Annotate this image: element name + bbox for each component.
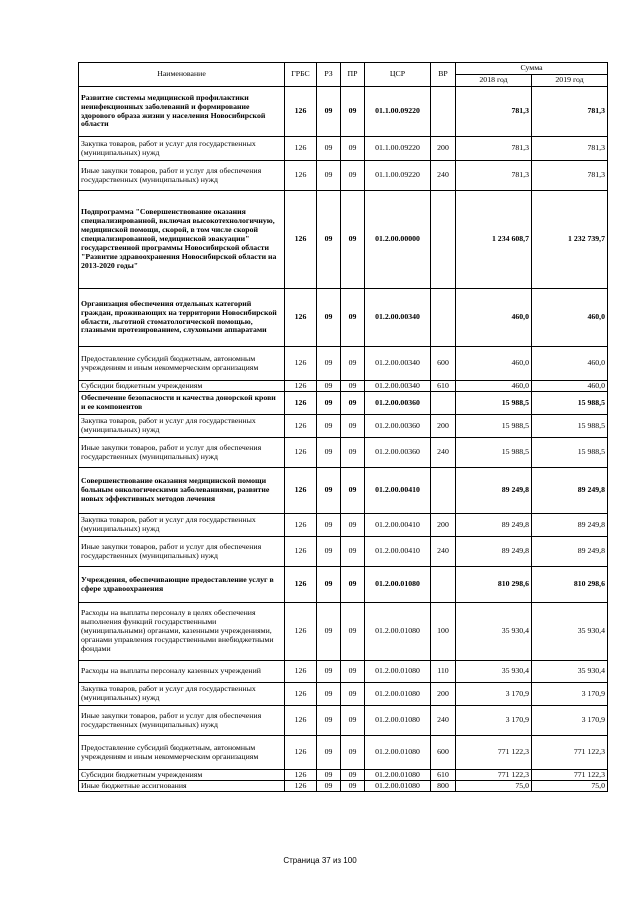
cell-pr: 09 (341, 347, 365, 381)
cell-sum-2019: 89 249,8 (532, 468, 608, 514)
table-row (79, 347, 608, 381)
cell-sum-2018: 781,3 (456, 161, 532, 191)
header-pr: ПР (341, 63, 365, 87)
table-row (79, 381, 608, 392)
cell-csr: 01.2.00.01080 (365, 603, 431, 661)
cell-sum-2019: 89 249,8 (532, 514, 608, 537)
cell-name: Предоставление субсидий бюджетным, автономным учреждениям и иным некоммерческим организациям (79, 736, 285, 770)
cell-vr: 200 (431, 514, 456, 537)
cell-pr: 09 (341, 661, 365, 683)
cell-pr: 09 (341, 781, 365, 792)
cell-sum-2018: 771 122,3 (456, 736, 532, 770)
cell-grbs: 126 (285, 289, 317, 347)
cell-sum-2019: 89 249,8 (532, 537, 608, 567)
cell-vr (431, 87, 456, 137)
cell-grbs: 126 (285, 87, 317, 137)
cell-grbs: 126 (285, 770, 317, 781)
cell-rz: 09 (317, 567, 341, 603)
cell-csr: 01.2.00.00410 (365, 468, 431, 514)
cell-sum-2019: 3 170,9 (532, 706, 608, 736)
table-row (79, 770, 608, 781)
cell-csr: 01.1.00.09220 (365, 87, 431, 137)
cell-sum-2018: 3 170,9 (456, 706, 532, 736)
cell-rz: 09 (317, 537, 341, 567)
cell-pr: 09 (341, 514, 365, 537)
cell-csr: 01.2.00.01080 (365, 661, 431, 683)
table-row (79, 683, 608, 706)
table-row (79, 603, 608, 661)
cell-grbs: 126 (285, 392, 317, 415)
cell-vr (431, 191, 456, 289)
cell-csr: 01.2.00.00360 (365, 438, 431, 468)
table-row (79, 289, 608, 347)
cell-grbs: 126 (285, 736, 317, 770)
cell-rz: 09 (317, 736, 341, 770)
cell-grbs: 126 (285, 415, 317, 438)
cell-vr (431, 289, 456, 347)
cell-vr (431, 392, 456, 415)
header-row-top (79, 63, 608, 75)
cell-sum-2019: 781,3 (532, 161, 608, 191)
cell-name: Субсидии бюджетным учреждениям (79, 381, 285, 392)
cell-sum-2018: 1 234 608,7 (456, 191, 532, 289)
cell-rz: 09 (317, 347, 341, 381)
cell-sum-2019: 3 170,9 (532, 683, 608, 706)
header-rz: РЗ (317, 63, 341, 87)
cell-rz: 09 (317, 87, 341, 137)
cell-rz: 09 (317, 706, 341, 736)
cell-grbs: 126 (285, 438, 317, 468)
cell-pr: 09 (341, 603, 365, 661)
cell-sum-2018: 15 988,5 (456, 415, 532, 438)
table-row (79, 438, 608, 468)
table-row (79, 161, 608, 191)
cell-grbs: 126 (285, 137, 317, 161)
cell-pr: 09 (341, 137, 365, 161)
cell-csr: 01.2.00.00360 (365, 392, 431, 415)
header-grbs: ГРБС (285, 63, 317, 87)
cell-rz: 09 (317, 468, 341, 514)
table-row (79, 661, 608, 683)
cell-name: Предоставление субсидий бюджетным, автономным учреждениям и иным некоммерческим организациям (79, 347, 285, 381)
cell-vr: 100 (431, 603, 456, 661)
cell-pr: 09 (341, 289, 365, 347)
cell-sum-2019: 15 988,5 (532, 415, 608, 438)
cell-name: Закупка товаров, работ и услуг для государственных (муниципальных) нужд (79, 514, 285, 537)
cell-grbs: 126 (285, 661, 317, 683)
cell-sum-2018: 35 930,4 (456, 603, 532, 661)
cell-sum-2019: 15 988,5 (532, 438, 608, 468)
cell-rz: 09 (317, 661, 341, 683)
table-row (79, 537, 608, 567)
table-row (79, 191, 608, 289)
cell-sum-2019: 781,3 (532, 137, 608, 161)
cell-rz: 09 (317, 137, 341, 161)
cell-name: Закупка товаров, работ и услуг для государственных (муниципальных) нужд (79, 137, 285, 161)
cell-csr: 01.2.00.00410 (365, 514, 431, 537)
cell-sum-2019: 771 122,3 (532, 770, 608, 781)
cell-csr: 01.2.00.00000 (365, 191, 431, 289)
cell-vr: 240 (431, 706, 456, 736)
cell-vr: 200 (431, 683, 456, 706)
table-row (79, 567, 608, 603)
cell-vr (431, 468, 456, 514)
table-row (79, 137, 608, 161)
cell-grbs: 126 (285, 381, 317, 392)
cell-vr: 610 (431, 381, 456, 392)
cell-grbs: 126 (285, 347, 317, 381)
cell-grbs: 126 (285, 161, 317, 191)
cell-csr: 01.2.00.00340 (365, 347, 431, 381)
cell-grbs: 126 (285, 567, 317, 603)
cell-sum-2018: 460,0 (456, 289, 532, 347)
cell-name: Подпрограмма "Совершенствование оказания специализированной, включая высокотехнологичную, медицинской помощи, скорой, в том числе скорой специализированной, медицинской эвакуации" государственной программы Новосибирской области "Развитие здравоохранения Новосибирской области на 2013-2020 годы" (79, 191, 285, 289)
cell-rz: 09 (317, 381, 341, 392)
cell-csr: 01.2.00.00360 (365, 415, 431, 438)
header-year-2019: 2019 год (532, 75, 608, 87)
cell-rz: 09 (317, 770, 341, 781)
cell-sum-2018: 89 249,8 (456, 514, 532, 537)
cell-sum-2018: 810 298,6 (456, 567, 532, 603)
cell-sum-2019: 460,0 (532, 381, 608, 392)
cell-name: Закупка товаров, работ и услуг для государственных (муниципальных) нужд (79, 415, 285, 438)
header-vr: ВР (431, 63, 456, 87)
cell-sum-2019: 35 930,4 (532, 603, 608, 661)
cell-pr: 09 (341, 191, 365, 289)
table-row (79, 415, 608, 438)
cell-csr: 01.2.00.00340 (365, 381, 431, 392)
cell-vr (431, 567, 456, 603)
header-csr: ЦСР (365, 63, 431, 87)
cell-sum-2018: 460,0 (456, 381, 532, 392)
cell-sum-2019: 781,3 (532, 87, 608, 137)
cell-pr: 09 (341, 468, 365, 514)
cell-vr: 600 (431, 347, 456, 381)
table-row (79, 736, 608, 770)
cell-csr: 01.2.00.01080 (365, 770, 431, 781)
table-row (79, 706, 608, 736)
cell-rz: 09 (317, 514, 341, 537)
cell-pr: 09 (341, 392, 365, 415)
cell-sum-2019: 460,0 (532, 289, 608, 347)
cell-name: Иные бюджетные ассигнования (79, 781, 285, 792)
table-row (79, 392, 608, 415)
cell-vr: 110 (431, 661, 456, 683)
cell-name: Развитие системы медицинской профилактики неинфекционных заболеваний и формирование здорового образа жизни у населения Новосибирской области (79, 87, 285, 137)
cell-name: Иные закупки товаров, работ и услуг для обеспечения государственных (муниципальных) нужд (79, 438, 285, 468)
cell-csr: 01.2.00.01080 (365, 706, 431, 736)
cell-vr: 610 (431, 770, 456, 781)
cell-vr: 240 (431, 438, 456, 468)
page-number: Страница 37 из 100 (283, 856, 357, 865)
cell-vr: 800 (431, 781, 456, 792)
cell-csr: 01.2.00.00340 (365, 289, 431, 347)
table-body (79, 87, 608, 792)
table-row (79, 514, 608, 537)
cell-rz: 09 (317, 415, 341, 438)
cell-rz: 09 (317, 161, 341, 191)
cell-sum-2018: 75,0 (456, 781, 532, 792)
cell-grbs: 126 (285, 603, 317, 661)
cell-grbs: 126 (285, 781, 317, 792)
cell-csr: 01.2.00.01080 (365, 683, 431, 706)
cell-grbs: 126 (285, 514, 317, 537)
cell-sum-2019: 460,0 (532, 347, 608, 381)
table-row (79, 468, 608, 514)
cell-pr: 09 (341, 537, 365, 567)
cell-pr: 09 (341, 381, 365, 392)
cell-name: Совершенствование оказания медицинской помощи больным онкологическими заболеваниями, развитие новых эффективных методов лечения (79, 468, 285, 514)
cell-sum-2018: 3 170,9 (456, 683, 532, 706)
cell-csr: 01.2.00.01080 (365, 781, 431, 792)
cell-name: Учреждения, обеспечивающие предоставление услуг в сфере здравоохранения (79, 567, 285, 603)
header-year-2018: 2018 год (456, 75, 532, 87)
cell-pr: 09 (341, 415, 365, 438)
cell-csr: 01.2.00.01080 (365, 567, 431, 603)
cell-grbs: 126 (285, 468, 317, 514)
cell-sum-2019: 771 122,3 (532, 736, 608, 770)
cell-name: Иные закупки товаров, работ и услуг для обеспечения государственных (муниципальных) нужд (79, 537, 285, 567)
header-name: Наименование (79, 63, 285, 87)
cell-pr: 09 (341, 87, 365, 137)
cell-sum-2019: 1 232 739,7 (532, 191, 608, 289)
budget-sheet (78, 62, 607, 792)
cell-rz: 09 (317, 289, 341, 347)
cell-pr: 09 (341, 770, 365, 781)
cell-name: Расходы на выплаты персоналу в целях обеспечения выполнения функций государственными (муниципальными) органами, казенными учреждениями, органами управления государственными внебюджетными фондами (79, 603, 285, 661)
cell-sum-2019: 810 298,6 (532, 567, 608, 603)
cell-pr: 09 (341, 706, 365, 736)
cell-name: Иные закупки товаров, работ и услуг для обеспечения государственных (муниципальных) нужд (79, 706, 285, 736)
cell-name: Субсидии бюджетным учреждениям (79, 770, 285, 781)
cell-sum-2018: 771 122,3 (456, 770, 532, 781)
cell-pr: 09 (341, 567, 365, 603)
cell-rz: 09 (317, 683, 341, 706)
budget-table (78, 62, 608, 792)
cell-vr: 600 (431, 736, 456, 770)
cell-sum-2018: 781,3 (456, 87, 532, 137)
cell-name: Организация обеспечения отдельных категорий граждан, проживающих на территории Новосибирской области, льготной стоматологической помощью, глазными протезированием, слуховыми аппаратами (79, 289, 285, 347)
cell-rz: 09 (317, 438, 341, 468)
cell-name: Иные закупки товаров, работ и услуг для обеспечения государственных (муниципальных) нужд (79, 161, 285, 191)
table-row (79, 781, 608, 792)
cell-pr: 09 (341, 736, 365, 770)
cell-sum-2018: 89 249,8 (456, 537, 532, 567)
cell-pr: 09 (341, 161, 365, 191)
cell-csr: 01.1.00.09220 (365, 161, 431, 191)
table-row (79, 87, 608, 137)
cell-vr: 200 (431, 137, 456, 161)
cell-csr: 01.2.00.00410 (365, 537, 431, 567)
cell-grbs: 126 (285, 191, 317, 289)
cell-vr: 240 (431, 537, 456, 567)
cell-grbs: 126 (285, 683, 317, 706)
header-sum: Сумма (456, 63, 608, 75)
cell-rz: 09 (317, 191, 341, 289)
cell-sum-2018: 15 988,5 (456, 438, 532, 468)
cell-rz: 09 (317, 781, 341, 792)
cell-csr: 01.1.00.09220 (365, 137, 431, 161)
cell-sum-2019: 75,0 (532, 781, 608, 792)
cell-sum-2019: 35 930,4 (532, 661, 608, 683)
cell-rz: 09 (317, 392, 341, 415)
cell-sum-2019: 15 988,5 (532, 392, 608, 415)
cell-pr: 09 (341, 683, 365, 706)
cell-sum-2018: 15 988,5 (456, 392, 532, 415)
cell-name: Обеспечение безопасности и качества донорской крови и ее компонентов (79, 392, 285, 415)
cell-sum-2018: 460,0 (456, 347, 532, 381)
cell-rz: 09 (317, 603, 341, 661)
cell-name: Закупка товаров, работ и услуг для государственных (муниципальных) нужд (79, 683, 285, 706)
cell-name: Расходы на выплаты персоналу казенных учреждений (79, 661, 285, 683)
cell-grbs: 126 (285, 706, 317, 736)
cell-vr: 240 (431, 161, 456, 191)
cell-vr: 200 (431, 415, 456, 438)
cell-csr: 01.2.00.01080 (365, 736, 431, 770)
cell-sum-2018: 35 930,4 (456, 661, 532, 683)
cell-sum-2018: 89 249,8 (456, 468, 532, 514)
cell-pr: 09 (341, 438, 365, 468)
cell-sum-2018: 781,3 (456, 137, 532, 161)
cell-grbs: 126 (285, 537, 317, 567)
